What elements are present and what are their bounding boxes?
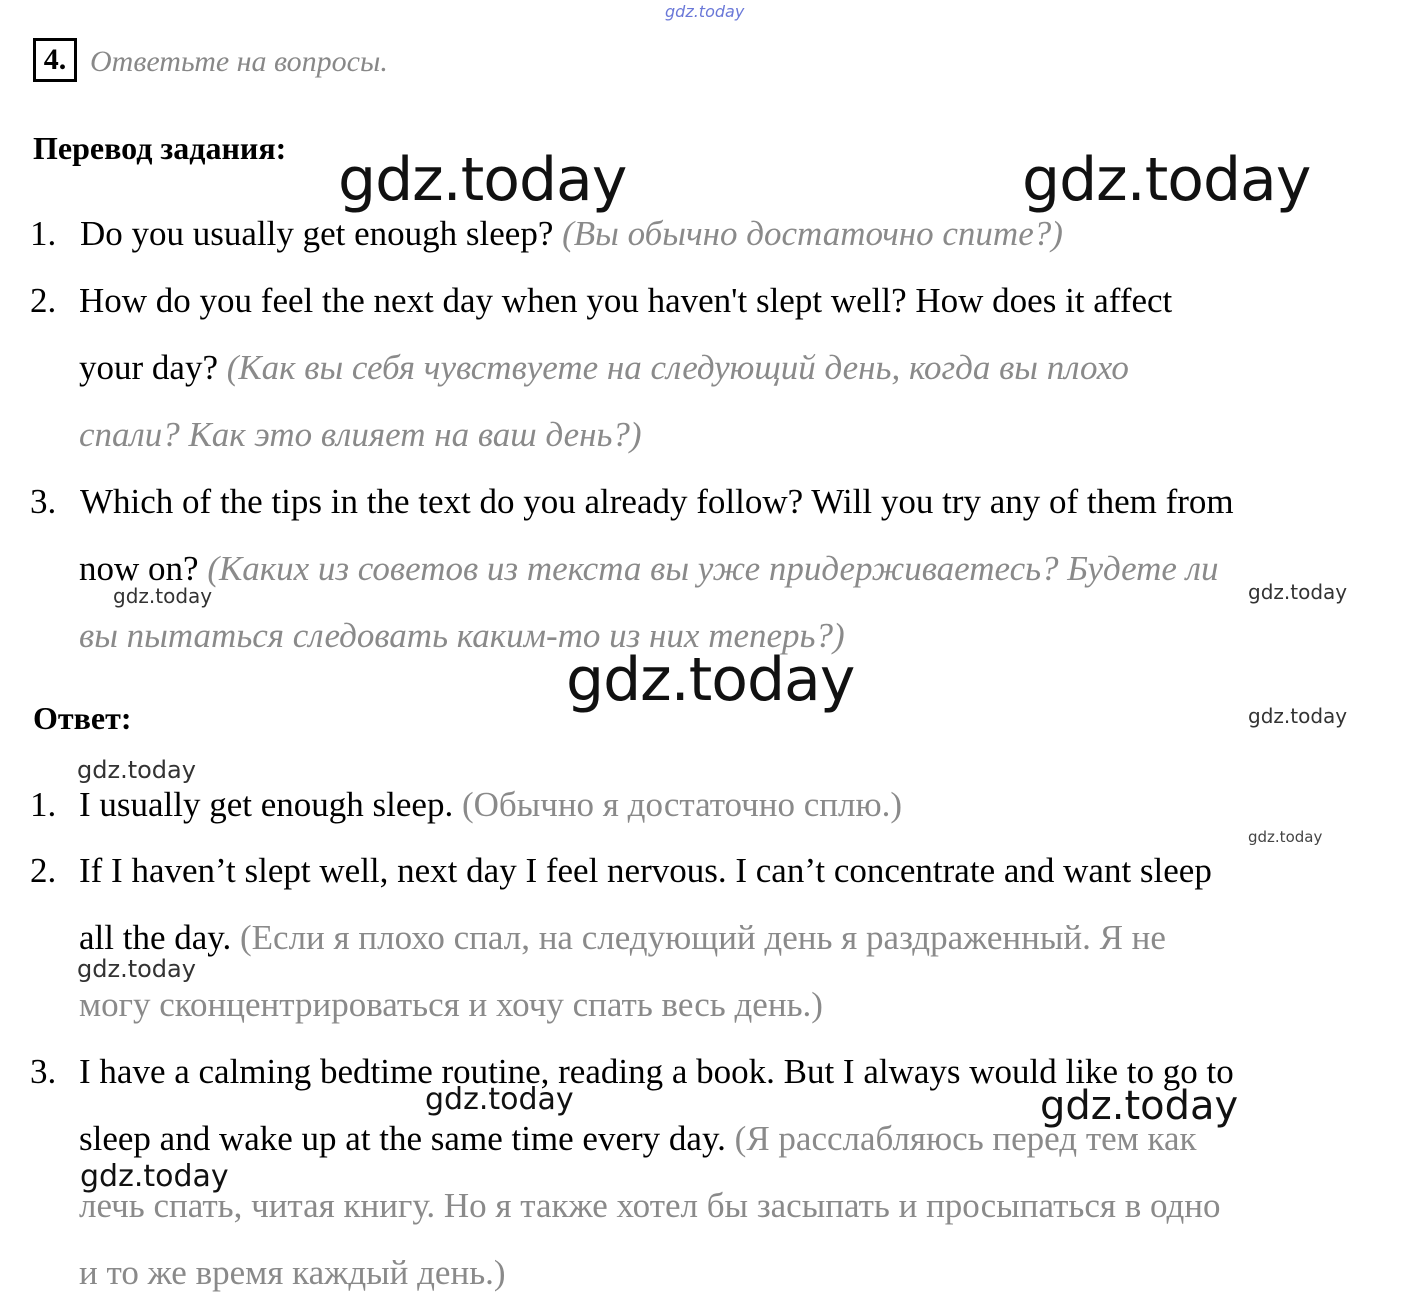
question-translation: (Вы обычно достаточно спите?) bbox=[562, 214, 1063, 253]
translation-heading: Перевод задания: bbox=[33, 130, 287, 166]
answer-translation: могу сконцентрироваться и хочу спать весь день.) bbox=[79, 985, 823, 1024]
question-number: 3. bbox=[30, 482, 57, 521]
watermark-text: gdz.today bbox=[566, 645, 855, 715]
question-text: now on? bbox=[79, 549, 199, 588]
watermark-text: gdz.today bbox=[338, 145, 627, 215]
answer-translation: (Обычно я достаточно сплю.) bbox=[461, 785, 903, 824]
answer-translation: и то же время каждый день.) bbox=[79, 1253, 506, 1292]
question-text: Do you usually get enough sleep? bbox=[80, 214, 554, 253]
watermark-text: gdz.today bbox=[425, 1082, 574, 1117]
watermark-text: gdz.today bbox=[1248, 828, 1323, 846]
answer-text: If I haven’t slept well, next day I feel nervous. I can’t concentrate and want sleep bbox=[79, 851, 1212, 890]
question-text: Which of the tips in the text do you already follow? Will you try any of them from bbox=[80, 482, 1234, 521]
task-number: 4. bbox=[33, 38, 77, 82]
watermark-text: gdz.today bbox=[113, 584, 213, 608]
answer-text: I have a calming bedtime routine, reading a book. But I always would like to go to bbox=[79, 1052, 1234, 1091]
answer-translation: (Я расслабляюсь перед тем как bbox=[734, 1119, 1197, 1158]
watermark-text: gdz.today bbox=[665, 2, 745, 21]
watermark-text: gdz.today bbox=[1040, 1083, 1239, 1129]
answer-translation: (Если я плохо спал, на следующий день я раздраженный. Я не bbox=[240, 918, 1166, 957]
question-translation: вы пытаться следовать каким-то из них теперь?) bbox=[79, 616, 845, 655]
answer-text: I usually get enough sleep. bbox=[79, 785, 454, 824]
question-number: 1. bbox=[30, 214, 57, 253]
question-translation: спали? Как это влияет на ваш день?) bbox=[79, 415, 642, 454]
answer-translation: лечь спать, читая книгу. Но я также хотел бы засыпать и просыпаться в одно bbox=[79, 1186, 1221, 1225]
watermark-text: gdz.today bbox=[80, 1159, 229, 1194]
watermark-text: gdz.today bbox=[77, 955, 196, 983]
watermark-text: gdz.today bbox=[1248, 704, 1348, 728]
answer-number: 2. bbox=[30, 851, 57, 890]
answer-number: 3. bbox=[30, 1052, 57, 1091]
question-text: How do you feel the next day when you haven't slept well? How does it affect bbox=[79, 281, 1173, 320]
watermark-text: gdz.today bbox=[77, 756, 196, 784]
answer-number: 1. bbox=[30, 785, 57, 824]
answer-heading: Ответ: bbox=[33, 700, 132, 736]
answer-text: sleep and wake up at the same time every day. bbox=[79, 1119, 726, 1158]
question-number: 2. bbox=[30, 281, 57, 320]
question-translation: (Каких из советов из текста вы уже придерживаетесь? Будете ли bbox=[207, 549, 1219, 588]
watermark-text: gdz.today bbox=[1248, 580, 1348, 604]
watermark-text: gdz.today bbox=[1022, 145, 1311, 215]
question-translation: (Как вы себя чувствуете на следующий день, когда вы плохо bbox=[226, 348, 1129, 387]
question-text: your day? bbox=[79, 348, 218, 387]
task-title: Ответьте на вопросы. bbox=[90, 45, 388, 78]
answer-text: all the day. bbox=[79, 918, 232, 957]
